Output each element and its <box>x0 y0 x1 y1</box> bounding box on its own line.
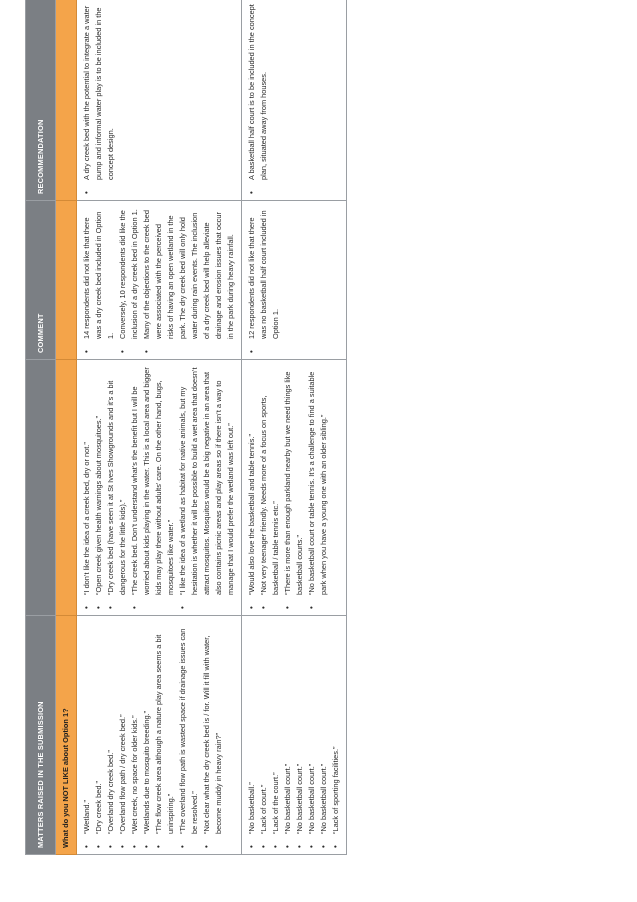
header-comment: COMMENT <box>26 201 56 360</box>
question-fill-2 <box>56 360 77 616</box>
header-recommendation: RECOMMENDATION <box>26 0 56 201</box>
quote-item: • “Not very teenager friendly. Needs more of a focus on sports, basketball / table tennis etc.” <box>258 366 282 611</box>
matter-item: • “Not clear what the dry creek bed is / for. Will it fill with water, become muddy in heavy rain?” <box>201 622 225 850</box>
quote-item: • “There is more than enough parkland nearby but we need things like basketball courts.” <box>282 366 306 611</box>
question-row <box>56 0 77 855</box>
matter-item: • “Lack of the court.” <box>270 622 282 850</box>
matter-item: • “The flow creek area although a nature play area seems a bit uninspiring.” <box>153 622 177 850</box>
matters-cell <box>77 616 242 855</box>
matter-item: • “Overland dry creek bed.” <box>105 622 117 850</box>
question-text: What do you NOT LIKE about Option 1? <box>61 708 70 848</box>
matters-cell-list <box>81 622 225 850</box>
recommendation-cell <box>77 0 242 201</box>
quote-item: • “I like the idea of a wetland as habitat for native animals, but my hesitation is whether it will be possible to build a wet area that doesn’t attract mosquitos. Mosquitos would be a big negative in an area that also contains picnic areas and play areas so if there isn’t a way to manage that I would prefer the wetland was left out.” <box>177 366 237 611</box>
matter-item: • “Wetlands due to mosquito breeding.” <box>141 622 153 850</box>
matter-item: • “Wet creek, no space for older kids.” <box>129 622 141 850</box>
table-row <box>77 0 242 855</box>
quote-item: • “Dry creek bed (have seen it at St Ives Showgrounds and it’s a bit dangerous for the little kids).” <box>105 366 129 611</box>
matter-item: • “Lack of court.” <box>258 622 270 850</box>
table-header-row <box>26 0 56 855</box>
recommendation-cell <box>241 0 346 201</box>
matter-item: • “The overland flow path is wasted space if drainage issues can be resolved.” <box>177 622 201 850</box>
matter-item: • “No basketball court.” <box>318 622 330 850</box>
matters-cell-list <box>246 622 342 850</box>
recommendation-cell-list <box>81 0 117 196</box>
quotes-cell <box>77 360 242 616</box>
quote-item: • “No basketball court or table tennis. It’s a challenge to find a suitable park when you have a young one with an older sibling.” <box>306 366 330 611</box>
comment-cell <box>77 201 242 360</box>
question-cell <box>56 616 77 855</box>
submission-table <box>25 0 347 855</box>
recommendation-item: • A basketball half court is to be included in the concept plan, situated away from houses. <box>246 0 270 196</box>
recommendation-item: • A dry creek bed with the potential to integrate a water pump and informal water play is to be included in the concept design. <box>81 0 117 196</box>
matters-cell <box>241 616 346 855</box>
matter-item: • “No basketball court.” <box>294 622 306 850</box>
matter-item: • “Overland flow path / dry creek bed.” <box>117 622 129 850</box>
question-fill-4 <box>56 0 77 201</box>
quotes-cell-list <box>246 366 330 611</box>
matter-item: • “No basketball.” <box>246 622 258 850</box>
rotated-table-page <box>25 0 612 855</box>
quote-item: • “The creek bed. Don’t understand what’s the benefit but I will be worried about kids playing in the water. This is a local area and bigger kids may play there without adults’ care. On the other hand, bugs, mosquitoes like water.” <box>129 366 177 611</box>
recommendation-cell-list <box>246 0 270 196</box>
quotes-cell <box>241 360 346 616</box>
table-body <box>56 0 347 855</box>
comment-item: • 14 respondents did not like that there was a dry creek bed included in Option 1. <box>81 207 117 355</box>
comment-cell-list <box>246 207 282 355</box>
comment-cell <box>241 201 346 360</box>
quote-item: • “Open creek given health warnings about mosquitoes.” <box>93 366 105 611</box>
question-fill-3 <box>56 201 77 360</box>
quote-item: • “I don’t like the idea of a creek bed, dry or not.” <box>81 366 93 611</box>
table-row <box>241 0 346 855</box>
matter-item: • “No basketball court.” <box>282 622 294 850</box>
matter-item: • “Wetland.” <box>81 622 93 850</box>
matter-item: • “No basketball court.” <box>306 622 318 850</box>
comment-item: • Many of the objections to the creek bed were associated with the perceived risks of having an open wetland in the park. The dry creek bed will only hold water during rain events. The inclusion of a dry creek bed will help alleviate drainage and erosion issues that occur in the park during heavy rainfall. <box>141 207 237 355</box>
matter-item: • “Lack of sporting facilities.” <box>330 622 342 850</box>
comment-item: • Conversely, 10 respondents did like the inclusion of a dry creek bed in Option 1. <box>117 207 141 355</box>
comment-cell-list <box>81 207 237 355</box>
header-matters: MATTERS RAISED IN THE SUBMISSION <box>26 616 56 855</box>
quote-item: • “Would also love the basketball and table tennis.” <box>246 366 258 611</box>
matter-item: • “Dry creek bed.” <box>93 622 105 850</box>
comment-item: • 12 respondents did not like that there was no basketball half court included in Option 1. <box>246 207 282 355</box>
quotes-cell-list <box>81 366 237 611</box>
header-blank <box>26 360 56 616</box>
